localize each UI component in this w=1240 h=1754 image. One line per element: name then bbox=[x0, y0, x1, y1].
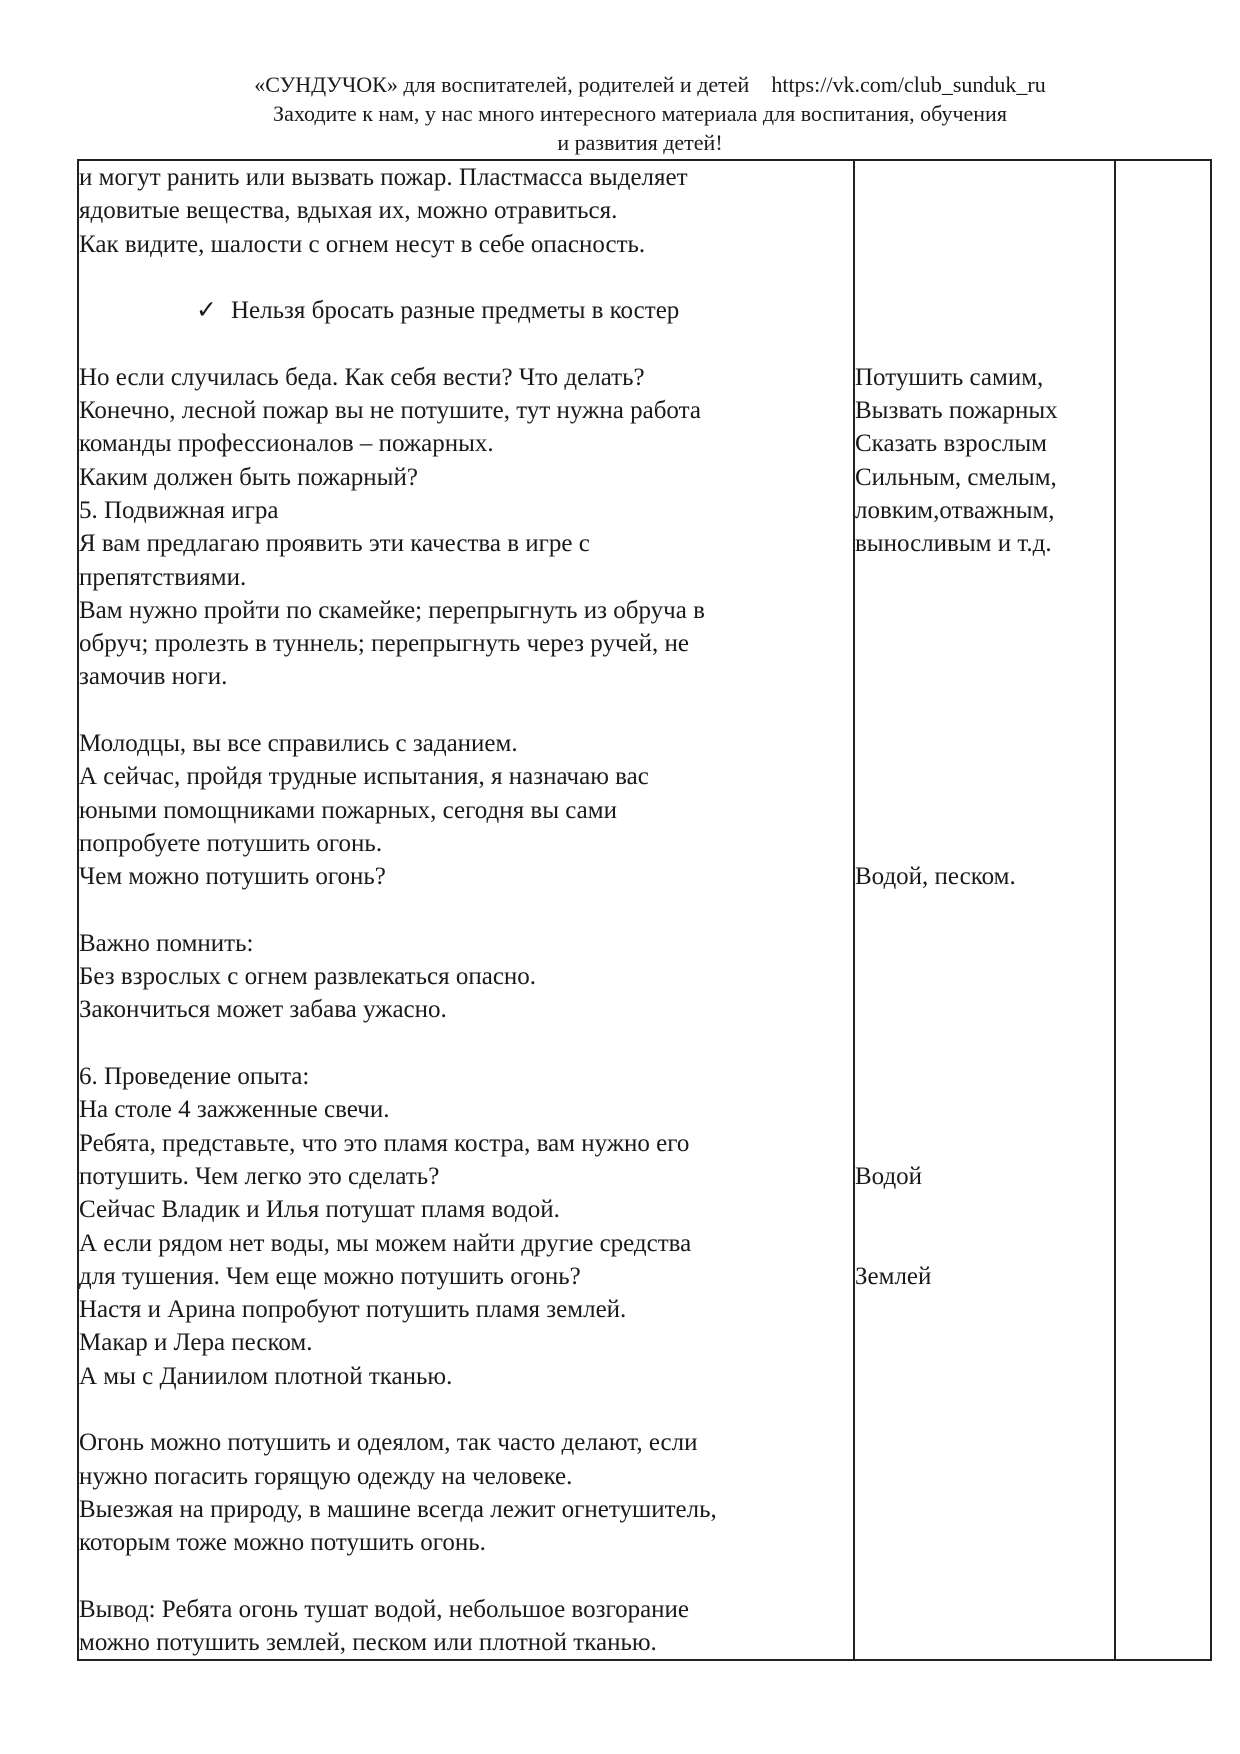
page-header bbox=[0, 70, 1240, 157]
text-line: А мы с Даниилом плотной тканью. bbox=[79, 1362, 453, 1390]
text-line: Я вам предлагаю проявить эти качества в игре с bbox=[79, 530, 590, 558]
blank-line bbox=[855, 1127, 1114, 1160]
blank-line bbox=[855, 993, 1114, 1026]
checkmark-icon: ✓ bbox=[196, 297, 217, 325]
blank-line bbox=[855, 694, 1114, 727]
text-line: Чем можно потушить огонь? bbox=[79, 863, 386, 891]
blank-line bbox=[855, 561, 1114, 594]
header-title: «СУНДУЧОК» для воспитателей, родителей и детей bbox=[254, 72, 750, 97]
text-line: которым тоже можно потушить огонь. bbox=[79, 1529, 486, 1557]
blank-line bbox=[855, 660, 1114, 693]
header-line-1 bbox=[0, 70, 1240, 99]
checklist-item-text: Нельзя бросать разные предметы в костер bbox=[230, 297, 680, 325]
text-line: команды профессионалов – пожарных. bbox=[79, 430, 494, 458]
text-line: Важно помнить: bbox=[79, 929, 254, 957]
blank-line bbox=[855, 1060, 1114, 1093]
text-line: Огонь можно потушить и одеялом, так часто делают, если bbox=[79, 1429, 698, 1457]
text-line: можно потушить землей, песком или плотной тканью. bbox=[79, 1629, 657, 1657]
blank-line bbox=[855, 161, 1114, 194]
text-line: Макар и Лера песком. bbox=[79, 1329, 313, 1357]
blank-line bbox=[855, 927, 1114, 960]
answer-line: Потушить самим, bbox=[855, 363, 1044, 391]
blank-line bbox=[855, 794, 1114, 827]
answer-line: Водой, песком. bbox=[855, 863, 1016, 891]
text-line: Сейчас Владик и Илья потушат пламя водой. bbox=[79, 1196, 560, 1224]
blank-line bbox=[855, 827, 1114, 860]
blank-line bbox=[79, 261, 853, 294]
text-line: Закончиться может забава ужасно. bbox=[79, 996, 447, 1024]
text-line: А если рядом нет воды, мы можем найти другие средства bbox=[79, 1229, 692, 1257]
text-line: Ребята, представьте, что это пламя костра, вам нужно его bbox=[79, 1129, 690, 1157]
text-line: ядовитые вещества, вдыхая их, можно отравиться. bbox=[79, 197, 618, 225]
text-line: А сейчас, пройдя трудные испытания, я назначаю вас bbox=[79, 763, 649, 791]
blank-line bbox=[855, 261, 1114, 294]
text-line: юными помощниками пожарных, сегодня вы сами bbox=[79, 796, 617, 824]
text-line: нужно погасить горящую одежду на человеке. bbox=[79, 1462, 573, 1490]
blank-line bbox=[79, 1559, 853, 1592]
text-line: препятствиями. bbox=[79, 563, 247, 591]
header-line-2: Заходите к нам, у нас много интересного материала для воспитания, обучения bbox=[273, 101, 1007, 126]
text-line: потушить. Чем легко это сделать? bbox=[79, 1162, 440, 1190]
blank-line bbox=[855, 960, 1114, 993]
blank-line bbox=[855, 294, 1114, 327]
text-line: Вывод: Ребята огонь тушат водой, небольшое возгорание bbox=[79, 1595, 690, 1623]
blank-line bbox=[855, 1093, 1114, 1126]
text-line: Молодцы, вы все справились с заданием. bbox=[79, 730, 518, 758]
header-line-3: и развития детей! bbox=[557, 130, 723, 155]
answer-line: Землей bbox=[855, 1262, 932, 1290]
blank-line bbox=[855, 1027, 1114, 1060]
answer-line: ловким,отважным, bbox=[855, 496, 1055, 524]
blank-line bbox=[855, 1227, 1114, 1260]
answer-line: Сказать взрослым bbox=[855, 430, 1047, 458]
blank-line bbox=[855, 228, 1114, 261]
text-line: Каким должен быть пожарный? bbox=[79, 463, 418, 491]
lesson-table bbox=[77, 159, 1212, 1661]
children-answers-cell bbox=[854, 160, 1115, 1660]
answer-line: Вызвать пожарных bbox=[855, 397, 1058, 425]
text-line: Конечно, лесной пожар вы не потушите, тут нужна работа bbox=[79, 397, 701, 425]
blank-line bbox=[79, 1393, 853, 1426]
blank-line bbox=[855, 627, 1114, 660]
blank-line bbox=[855, 327, 1114, 360]
blank-line bbox=[79, 327, 853, 360]
table-row bbox=[78, 160, 1211, 1660]
answer-line: Сильным, смелым, bbox=[855, 463, 1057, 491]
text-line: попробуете потушить огонь. bbox=[79, 829, 383, 857]
section-heading: 5. Подвижная игра bbox=[79, 496, 279, 524]
text-line: Настя и Арина попробуют потушить пламя землей. bbox=[79, 1296, 627, 1324]
blank-line bbox=[79, 694, 853, 727]
blank-line bbox=[855, 894, 1114, 927]
blank-line bbox=[855, 594, 1114, 627]
text-line: Вам нужно пройти по скамейке; перепрыгнуть из обруча в bbox=[79, 596, 705, 624]
blank-line bbox=[79, 1027, 853, 1060]
blank-line bbox=[855, 1193, 1114, 1226]
text-line: и могут ранить или вызвать пожар. Пластмасса выделяет bbox=[79, 164, 688, 191]
blank-line bbox=[855, 727, 1114, 760]
blank-line bbox=[855, 194, 1114, 227]
section-heading: 6. Проведение опыта: bbox=[79, 1063, 310, 1091]
header-url[interactable]: https://vk.com/club_sunduk_ru bbox=[771, 72, 1046, 97]
checklist-item bbox=[79, 294, 853, 327]
teacher-text-cell bbox=[78, 160, 854, 1660]
text-line: На столе 4 зажженные свечи. bbox=[79, 1096, 390, 1124]
text-line: для тушения. Чем еще можно потушить огонь? bbox=[79, 1262, 581, 1290]
text-line: Как видите, шалости с огнем несут в себе опасность. bbox=[79, 230, 646, 258]
text-line: обруч; пролезть в туннель; перепрыгнуть через ручей, не bbox=[79, 630, 689, 658]
text-line: замочив ноги. bbox=[79, 663, 228, 691]
text-line: Выезжая на природу, в машине всегда лежит огнетушитель, bbox=[79, 1495, 717, 1523]
blank-line bbox=[79, 894, 853, 927]
answer-line: Водой bbox=[855, 1162, 923, 1190]
answer-line: выносливым и т.д. bbox=[855, 530, 1052, 558]
text-line: Без взрослых с огнем развлекаться опасно. bbox=[79, 963, 537, 991]
notes-cell bbox=[1115, 160, 1211, 1660]
blank-line bbox=[855, 760, 1114, 793]
text-line: Но если случилась беда. Как себя вести? Что делать? bbox=[79, 363, 645, 391]
